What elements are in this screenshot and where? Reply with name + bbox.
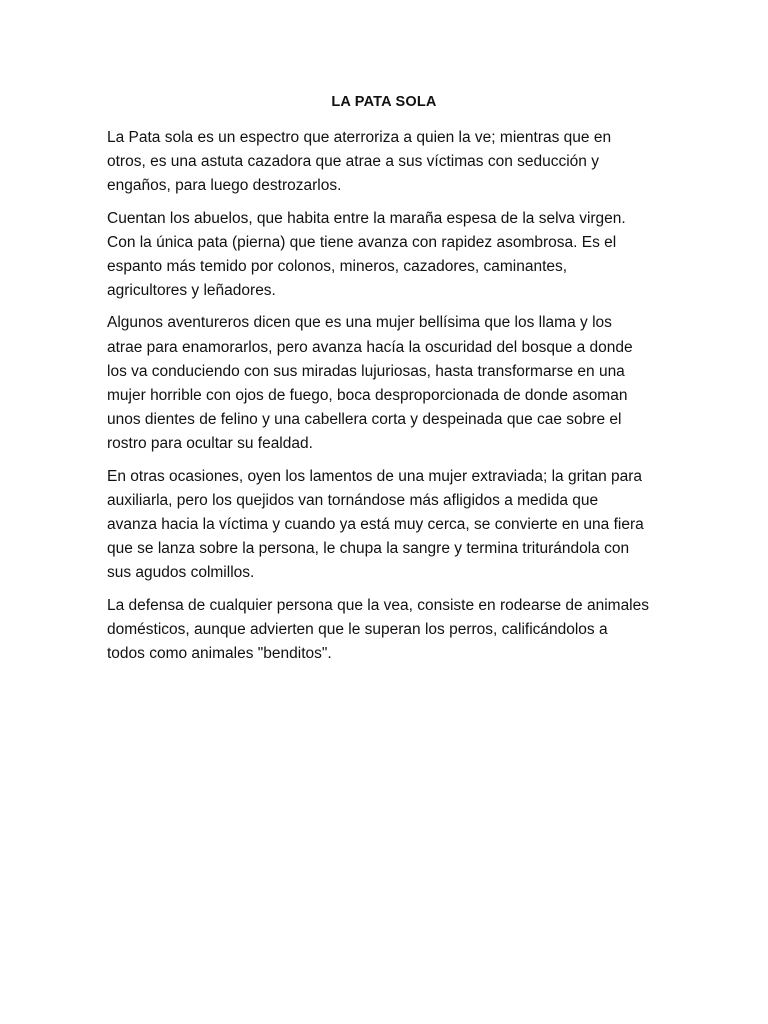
text-line: La defensa de cualquier persona que la vea, consiste en rodearse de animales [107,596,650,614]
text-line: que se lanza sobre la persona, le chupa la sangre y termina triturándola con [107,540,630,558]
text-line: avanza hacia la víctima y cuando ya está muy cerca, se convierte en una fiera [107,516,644,534]
text-line: espanto más temido por colonos, mineros, cazadores, caminantes, [107,258,568,276]
text-line: domésticos, aunque advierten que le superan los perros, calificándolos a [107,620,608,638]
text-line: agricultores y leñadores. [107,282,276,300]
text-line: En otras ocasiones, oyen los lamentos de una mujer extraviada; la gritan para [107,467,643,485]
paragraph-3 [107,311,647,456]
text-line: sus agudos colmillos. [107,564,255,582]
paragraph-5 [107,594,650,667]
text-line: los va conduciendo con sus miradas lujuriosas, hasta transformarse en una [107,362,625,380]
text-line: Algunos aventureros dicen que es una mujer bellísima que los llama y los [107,314,612,332]
text-line: rostro para ocultar su fealdad. [107,435,313,453]
text-line: auxiliarla, pero los quejidos van tornándose más afligidos a medida que [107,491,599,509]
paragraph-1 [107,126,647,199]
paragraph-4 [107,465,647,586]
text-line: engaños, para luego destrozarlos. [107,177,342,195]
text-line: mujer horrible con ojos de fuego, boca desproporcionada de donde asoman [107,387,628,405]
text-line: atrae para enamorarlos, pero avanza hacía la oscuridad del bosque a donde [107,338,633,356]
text-line: Cuentan los abuelos, que habita entre la maraña espesa de la selva virgen. [107,209,626,227]
text-line: todos como animales "benditos". [107,645,332,663]
text-line: otros, es una astuta cazadora que atrae a sus víctimas con seducción y [107,153,599,171]
text-line: unos dientes de felino y una cabellera corta y despeinada que cae sobre el [107,411,622,429]
document-body [107,126,650,674]
text-line: Con la única pata (pierna) que tiene avanza con rapidez asombrosa. Es el [107,233,617,251]
text-line: La Pata sola es un espectro que aterroriza a quien la ve; mientras que en [107,129,612,146]
document-title: LA PATA SOLA [331,94,437,110]
paragraph-2 [107,207,647,304]
